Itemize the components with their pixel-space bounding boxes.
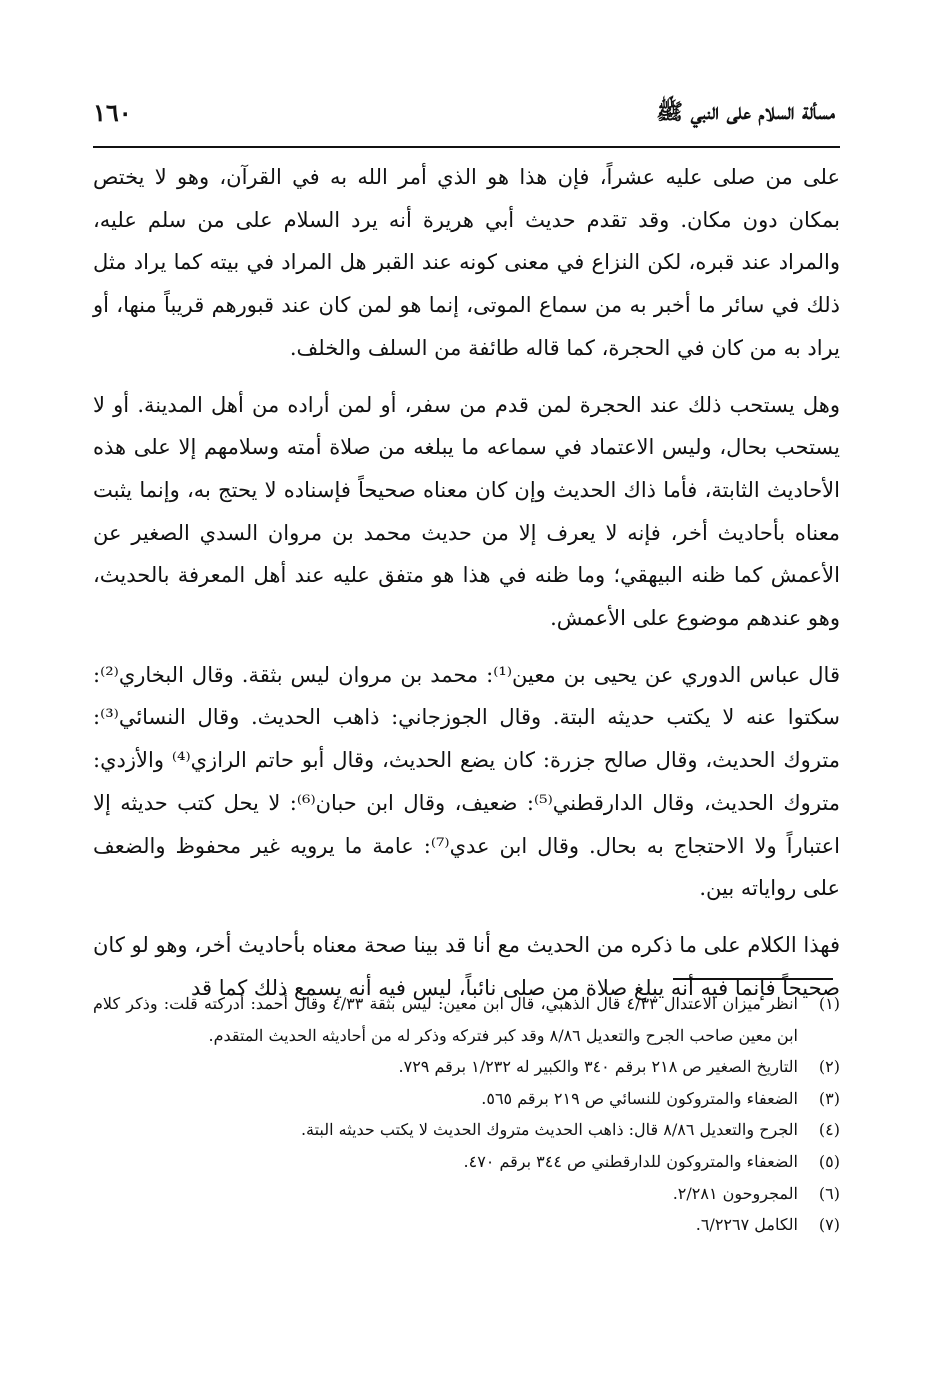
footnote-number: (٣) <box>818 1088 840 1108</box>
footnote-number: (٦) <box>818 1183 840 1203</box>
footnote-number: (١) <box>818 994 840 1013</box>
paragraph: فهذا الكلام على ما ذكره من الحديث مع أنا قد بينا صحة معناه بأحاديث أخر، وهو لو كان صحيحاً فإنما فيه أنه يبلغ صلاة من صلى نائباً، ليس فيه أنه يسمع ذلك كما قد <box>93 932 840 1000</box>
footnote-text: الجرح والتعديل ٨/٨٦ قال: ذاهب الحديث متروك الحديث لا يكتب حديثه البتة. <box>300 1120 798 1140</box>
footnote <box>93 1051 840 1083</box>
footnote-text: المجروحون ٢/٢٨١. <box>672 1183 798 1203</box>
paragraph: على من صلى عليه عشراً، فإن هذا هو الذي أمر الله به في القرآن، وهو لا يختص بمكان دون مكان. وقد تقدم حديث أبي هريرة أنه يرد السلام على من سلم عليه، والمراد عند قبره، لكن النزاع في معنى كونه عند القبر هل المراد في بيته كما يراد مثل ذلك في سائر ما أخبر به من سماع الموتى، إنما هو لمن كان عند قبورهم قريباً منها، أو يراد به من كان في الحجرة، كما قاله طائفة من السلف والخلف. <box>93 165 840 360</box>
footnote-text: انظر ميزان الاعتدال ٤/٣٣ قال الذهبي، قال ابن معين: ليس بثقة ٤/٣٣ وقال أحمد: أدركته قلت: وذكر كلام ابن معين صاحب الجرح والتعديل ٨/٨٦ وقد كبر فتركه وذكر له من أحاديثه الحديث المتقدم. <box>93 994 799 1045</box>
footnote-rule <box>673 978 833 980</box>
footnote <box>93 1178 840 1210</box>
header-rule <box>93 146 840 148</box>
running-header <box>93 96 835 136</box>
footnote-number: (٧) <box>818 1215 840 1235</box>
footnote-text: الكامل ٦/٢٢٦٧. <box>695 1215 798 1235</box>
footnote-number: (٥) <box>818 1151 840 1171</box>
footnote-number: (٢) <box>818 1057 840 1077</box>
footnote <box>93 1083 840 1115</box>
paragraph: وهل يستحب ذلك عند الحجرة لمن قدم من سفر، أو لمن أراده من أهل المدينة. أو لا يستحب بحال، وليس الاعتماد في سماعه ما يبلغه من صلاة أمته وسلامهم إلا على هذه الأحاديث الثابتة، فأما ذاك الحديث وإن كان معناه صحيحاً فإسناده لا يحتج به، وإنما يثبت معناه بأحاديث أخر، فإنه لا يعرف إلا من حديث محمد بن مروان السدي الصغير عن الأعمش كما ظنه البيهقي؛ وما ظنه في هذا هو متفق عليه عند أهل المعرفة بالحديث، وهو عندهم موضوع على الأعمش. <box>93 392 840 631</box>
footnote-text: التاريخ الصغير ص ٢١٨ برقم ٣٤٠ والكبير له ١/٢٣٢ برقم ٧٢٩. <box>398 1057 798 1077</box>
footnote-number: (٤) <box>818 1120 840 1140</box>
footnotes <box>93 988 840 1241</box>
footnote <box>93 988 840 1051</box>
footnote <box>93 1209 840 1241</box>
main-text <box>93 156 840 1009</box>
running-title: مسألة السلام على النبي ﷺ <box>656 99 835 125</box>
footnote-text: الضعفاء والمتروكون للنسائي ص ٢١٩ برقم ٥٦٥. <box>481 1088 798 1108</box>
paragraph: قال عباس الدوري عن يحيى بن معين⁽¹⁾: محمد بن مروان ليس بثقة. وقال البخاري⁽²⁾: سكتوا عنه لا يكتب حديثه البتة. وقال الجوزجاني: ذاهب الحديث. وقال النسائي⁽³⁾: متروك الحديث، وقال صالح جزرة: كان يضع الحديث، وقال أبو حاتم الرازي⁽⁴⁾ والأزدي: متروك الحديث، وقال الدارقطني⁽⁵⁾: ضعيف، وقال ابن حبان⁽⁶⁾: لا يحل كتب حديثه إلا اعتباراً ولا الاحتجاج به بحال. وقال ابن عدي⁽⁷⁾: عامة ما يرويه غير محفوظ والضعف على رواياته بين. <box>93 662 840 901</box>
footnote-text: الضعفاء والمتروكون للدارقطني ص ٣٤٤ برقم ٤٧٠. <box>463 1151 798 1171</box>
page-number: ١٦٠ <box>93 98 132 127</box>
footnote <box>93 1114 840 1146</box>
footnote <box>93 1146 840 1178</box>
